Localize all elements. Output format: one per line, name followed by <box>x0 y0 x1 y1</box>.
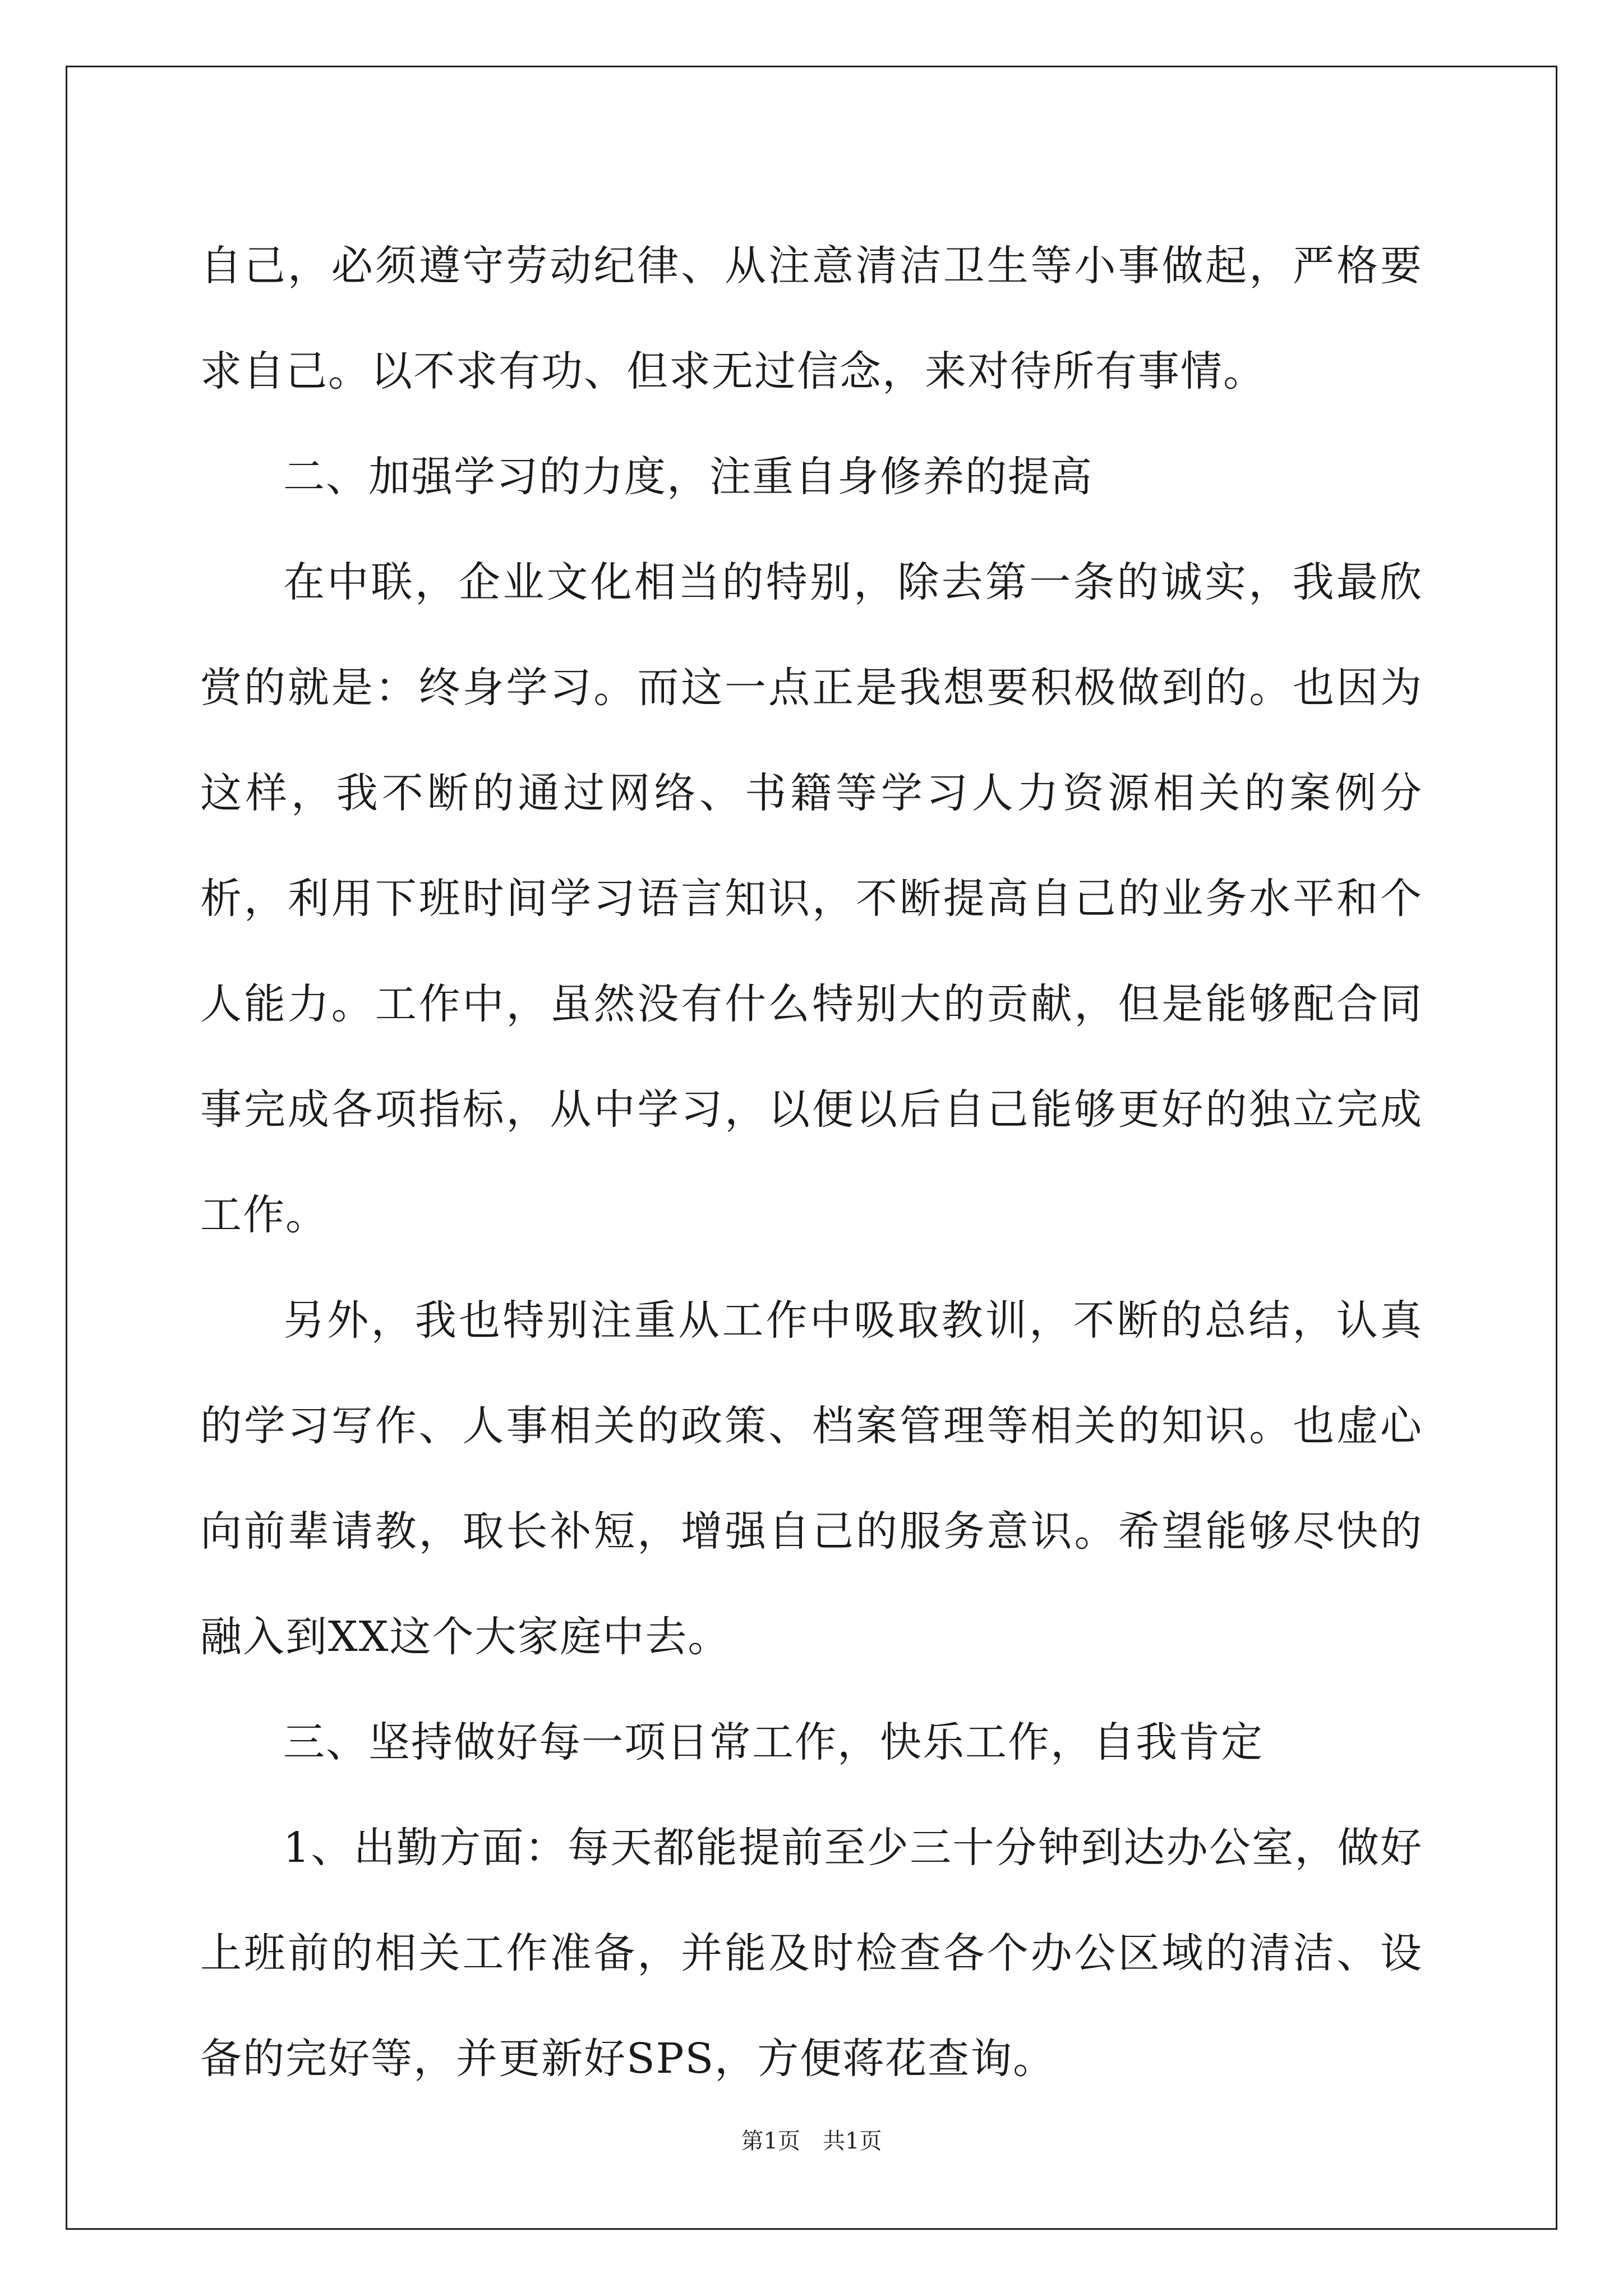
document-body <box>200 213 1423 2111</box>
paragraph-continuation: 自己，必须遵守劳动纪律、从注意清洁卫生等小事做起，严格要求自己。以不求有功、但求无过信念，来对待所有事情。 <box>200 242 1423 395</box>
paragraph-learning: 在中联，企业文化相当的特别，除去第一条的诚实，我最欣赏的就是：终身学习。而这一点正是我想要积极做到的。也因为这样，我不断的通过网络、书籍等学习人力资源相关的案例分析，利用下班时间学习语言知识，不断提高自己的业务水平和个人能力。工作中，虽然没有什么特别大的贡献，但是能够配合同事完成各项指标，从中学习，以便以后自己能够更好的独立完成工作。 <box>200 558 1423 1239</box>
paragraph-attendance: 1、出勤方面：每天都能提前至少三十分钟到达办公室，做好上班前的相关工作准备，并能及时检查各个办公区域的清洁、设备的完好等，并更新好SPS，方便蒋花查询。 <box>200 1824 1423 2083</box>
paragraph-lessons: 另外，我也特别注重从工作中吸取教训，不断的总结，认真的学习写作、人事相关的政策、档案管理等相关的知识。也虚心向前辈请教，取长补短，增强自己的服务意识。希望能够尽快的融入到XX这个大家庭中去。 <box>200 1296 1423 1661</box>
page-number-total: 共1页 <box>823 2128 882 2154</box>
page-number-current: 第1页 <box>741 2128 800 2154</box>
section-heading-3: 三、坚持做好每一项日常工作，快乐工作，自我肯定 <box>283 1718 1264 1766</box>
section-heading-2: 二、加强学习的力度，注重自身修养的提高 <box>283 453 1093 501</box>
page-footer <box>0 2124 1623 2158</box>
